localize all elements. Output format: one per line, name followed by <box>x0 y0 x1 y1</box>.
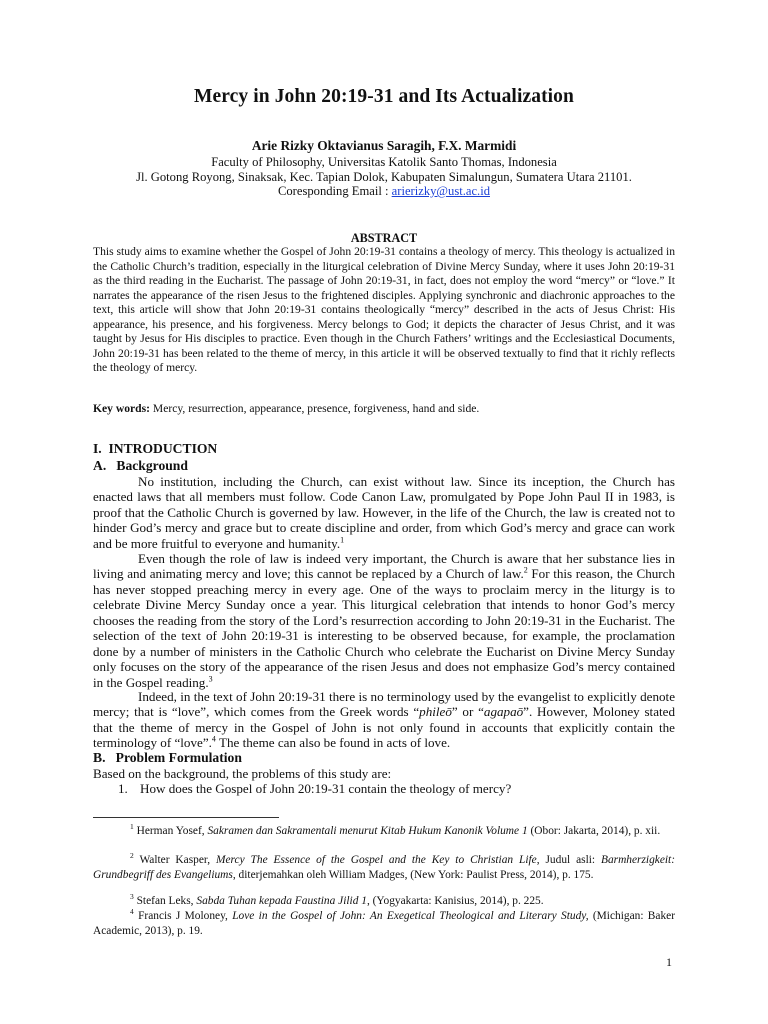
problems-intro: Based on the background, the problems of this study are: <box>93 766 392 781</box>
footnote-2-original-title: Barmherzigkeit: Grundbegriff des Evangeliums <box>93 854 676 881</box>
subsection-heading-background: A. Background <box>93 458 188 473</box>
paragraph-3-text-c: The theme can also be found in acts of love. <box>215 735 451 751</box>
footnote-2-author: Walter Kasper, <box>133 854 216 866</box>
footnote-2-publication: , diterjemahkan oleh William Madges, (New York: Paulist Press, 2014), p. 175. <box>232 868 594 881</box>
greek-word-phileo: phileō <box>419 704 452 720</box>
footnote-3 <box>93 894 675 909</box>
address: Jl. Gotong Royong, Sinaksak, Kec. Tapian Dolok, Kabupaten Simalungun, Sumatera Utara 21101. <box>136 170 632 184</box>
section-heading-introduction: I. INTRODUCTION <box>93 441 218 456</box>
footnote-1-number: 1 <box>130 822 134 832</box>
footnote-4-number: 4 <box>130 907 134 917</box>
footnote-2 <box>93 853 675 882</box>
paragraph-3-sep: ” or “ <box>451 704 484 720</box>
abstract-text: This study aims to examine whether the Gospel of John 20:19-31 contains a theology of mercy. This theology is actualized in the Catholic Church’s tradition, especially in the liturgical celebration of Divine Mercy Sunday, where it uses John 20:19-31 as the third reading in the Eucharist. The passage of John 20:19-31, in fact, does not employ the word “mercy” or “love.” It narrates the appearance of the risen Jesus to the frightened disciples. Applying synchronic and diachronic approaches to the text, this article will show that John 20:19-31 contains theologically “mercy” described in the acts of Jesus Christ: His appearance, his presence, and his forgiveness. Mercy belongs to God; it depicts the character of Jesus Christ, and it was taught by Jesus for His disciples to practice. Even though in the Church Fathers’ writings and the Ecclesiastical Documents, John 20:19-31 has been related to the theme of mercy, in this article it will be observed textually to find that it richly reflects the theology of mercy. <box>93 245 675 375</box>
paragraph-2-text-b: For this reason, the Church has never stopped preaching mercy in every age. One of the ways to proclaim mercy in the liturgy is to celebrate Divine Mercy Sunday once a year. This liturgical celebration that intends to honor God’s mercy chooses the reading from the story of the Lord’s resurrection according to John 20:19-31 in the Eucharist. The selection of the text of John 20:19-31 is interesting to be observed because, for example, the proclamation done by a number of ministers in the Catholic Church who celebrate the Eucharist on Divine Mercy Sunday only focuses on the story of the appearance of the risen Jesus and does not emphasize God’s mercy contained in the Gospel reading. <box>93 566 676 690</box>
paragraph-3 <box>93 689 675 751</box>
footnote-ref-3[interactable]: 3 <box>208 674 213 684</box>
list-number: 1. <box>118 781 128 796</box>
keywords-list: Mercy, resurrection, appearance, presence, forgiveness, hand and side. <box>150 402 480 415</box>
footnote-2-book-title: Mercy The Essence of the Gospel and the Key to Christian Life <box>215 854 537 866</box>
footnote-3-author: Stefan Leks, <box>133 895 197 907</box>
paragraph-3-text-b: ”. However, Moloney stated that the theme of mercy in the Gospel of John is not only found in accounts that explicitly contain the terminology of “love”. <box>93 704 676 751</box>
footnote-2-text: , Judul asli: <box>536 854 601 866</box>
page-number: 1 <box>666 955 672 969</box>
footnote-3-number: 3 <box>130 892 134 902</box>
paragraph-3-text-a: Indeed, in the text of John 20:19-31 there is no terminology used by the evangelist to explicitly denote mercy; that is “love”, which comes from the Greek words “ <box>93 689 675 720</box>
paragraph-1-text: No institution, including the Church, can exist without law. Since its inception, the Church has enacted laws that all members must follow. Code Canon Law, promulgated by Pope John Paul II in 1983, is proof that the Catholic Church is governed by law. However, in the life of the Church, the law is created not to hinder God’s mercy and grace but to create discipline and order, from which God’s mercy and grace can work and be more fruitful to everyone and humanity. <box>93 474 675 551</box>
subsection-heading-problem: B. Problem Formulation <box>93 750 242 765</box>
footnote-divider <box>93 817 279 818</box>
paragraph-2-text-a: Even though the role of law is indeed very important, the Church is aware that her substance lies in living and animating mercy and love; this cannot be replaced by a Church of law. <box>93 551 675 582</box>
footnote-1-book-title: Sakramen dan Sakramentali menurut Kitab Hukum Kanonik Volume 1 <box>207 825 528 837</box>
footnote-2-number: 2 <box>130 851 134 861</box>
footnote-4 <box>93 909 675 938</box>
footnote-3-publication: , (Yogyakarta: Kanisius, 2014), p. 225. <box>366 895 544 907</box>
abstract-heading: ABSTRACT <box>350 231 418 245</box>
greek-word-agapao: agapaō <box>483 704 524 720</box>
email-line <box>0 184 768 199</box>
footnote-1 <box>93 824 675 839</box>
paragraph-2 <box>93 551 675 690</box>
footnote-ref-4[interactable]: 4 <box>211 735 216 744</box>
footnote-4-author: Francis J Moloney, <box>133 910 233 922</box>
paragraph-1 <box>93 474 675 551</box>
footnote-3-book-title: Sabda Tuhan kepada Faustina Jilid 1 <box>196 895 367 907</box>
email-link[interactable]: arierizky@ust.ac.id <box>391 184 490 198</box>
author-list: Arie Rizky Oktavianus Saragih, F.X. Marmidi <box>251 138 517 153</box>
footnote-1-publication: (Obor: Jakarta, 2014), p. xii. <box>527 825 661 837</box>
affiliation: Faculty of Philosophy, Universitas Katolik Santo Thomas, Indonesia <box>211 155 557 169</box>
footnote-1-author: Herman Yosef, <box>133 825 208 837</box>
paper-title: Mercy in John 20:19-31 and Its Actualization <box>194 86 574 107</box>
list-item <box>118 781 678 797</box>
keywords-label: Key words: <box>93 402 150 415</box>
keywords <box>93 402 683 415</box>
footnote-4-book-title: Love in the Gospel of John: An Exegetical Theological and Literary Study, <box>232 910 589 922</box>
email-label: Coresponding Email : <box>277 184 392 198</box>
footnote-4-publication: (Michigan: Baker Academic, 2013), p. 19. <box>93 910 676 937</box>
list-item-text: How does the Gospel of John 20:19-31 contain the theology of mercy? <box>140 781 512 796</box>
footnote-ref-2[interactable]: 2 <box>523 566 528 576</box>
footnote-ref-1[interactable]: 1 <box>340 535 345 545</box>
